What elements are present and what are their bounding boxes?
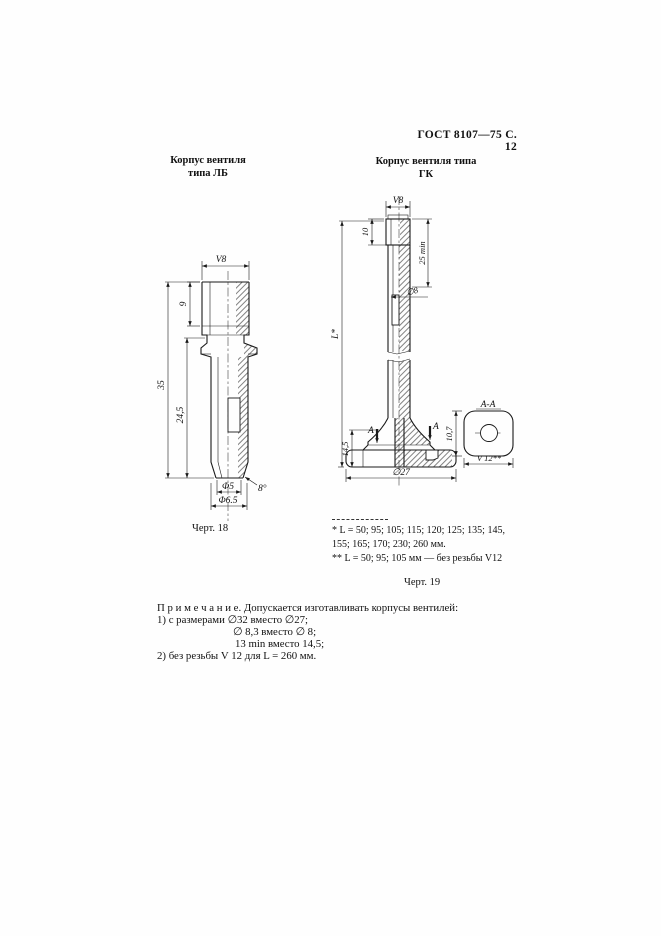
dim-label-thread-v8: V8 <box>215 255 227 265</box>
gk-flange-groove <box>426 450 438 460</box>
note-item-1-sub2: 13 min вместо 14,5; <box>235 638 325 650</box>
footnote-separator <box>332 519 388 520</box>
note-item-2: 2) без резьбы V 12 для L = 260 мм. <box>157 650 317 662</box>
lb-section-hatch <box>236 282 257 478</box>
caption-fig-18: Черт. 18 <box>192 523 229 534</box>
dim-label-14-5: 14,5 <box>340 441 350 457</box>
dim-label-L: L* <box>331 328 341 340</box>
footnote-1-line1: * L = 50; 95; 105; 115; 120; 125; 135; 145, <box>332 525 505 536</box>
right-drawing-title: Корпус вентиля типа ГК <box>375 156 477 180</box>
dim-label-9: 9 <box>179 301 189 307</box>
footnote-1-line2: 155; 165; 170; 230; 260 мм. <box>332 539 446 550</box>
aa-bore-hole <box>481 425 498 442</box>
section-aa-label: A-A <box>480 400 496 410</box>
dim-label-d8: ∅8 <box>405 284 420 298</box>
section-marker-a-right: A <box>433 422 439 432</box>
dim-label-thread-v8-gk: V8 <box>392 196 404 206</box>
lb-dimensions <box>157 255 267 510</box>
note-item-1: 1) с размерами ∅32 вместо ∅27; <box>157 614 308 626</box>
lb-seat-detail <box>228 398 240 432</box>
left-title-line2: типа ЛБ <box>188 168 228 179</box>
footnote-2: ** L = 50; 95; 105 мм — без резьбы V12 <box>332 553 503 564</box>
dim-label-v12: V 12** <box>476 453 502 463</box>
dim-label-d6-5: Φ6.5 <box>218 496 238 506</box>
gk-section-aa-view <box>444 400 513 468</box>
note-intro: П р и м е ч а н и е. Допускается изготавливать корпусы вентилей: <box>157 602 459 614</box>
drawing-valve-body-gk <box>325 188 540 518</box>
dim-label-d27: ∅27 <box>392 468 410 478</box>
dim-label-10-7: 10,7 <box>444 426 454 442</box>
lb-body-outline <box>201 282 257 478</box>
doc-reference: ГОСТ 8107—75 С. 12 <box>417 129 517 153</box>
dim-label-25min: 25 min <box>417 241 427 265</box>
gk-slot-detail <box>392 295 399 325</box>
caption-fig-19: Черт. 19 <box>404 577 441 588</box>
left-drawing-title <box>166 154 250 180</box>
note-item-1-sub1: ∅ 8,3 вместо ∅ 8; <box>233 626 317 638</box>
gk-dimensions <box>331 196 456 482</box>
drawing-valve-body-lb <box>145 235 320 530</box>
dim-label-d5: Φ5 <box>222 482 234 492</box>
dim-label-10: 10 <box>360 227 370 237</box>
dim-label-24-5: 24,5 <box>176 406 186 424</box>
section-marker-a-left: A <box>368 426 374 436</box>
left-title-line1: Корпус вентиля <box>170 155 246 166</box>
dim-label-angle-8: 8° <box>258 484 267 494</box>
dim-label-35: 35 <box>157 380 167 390</box>
